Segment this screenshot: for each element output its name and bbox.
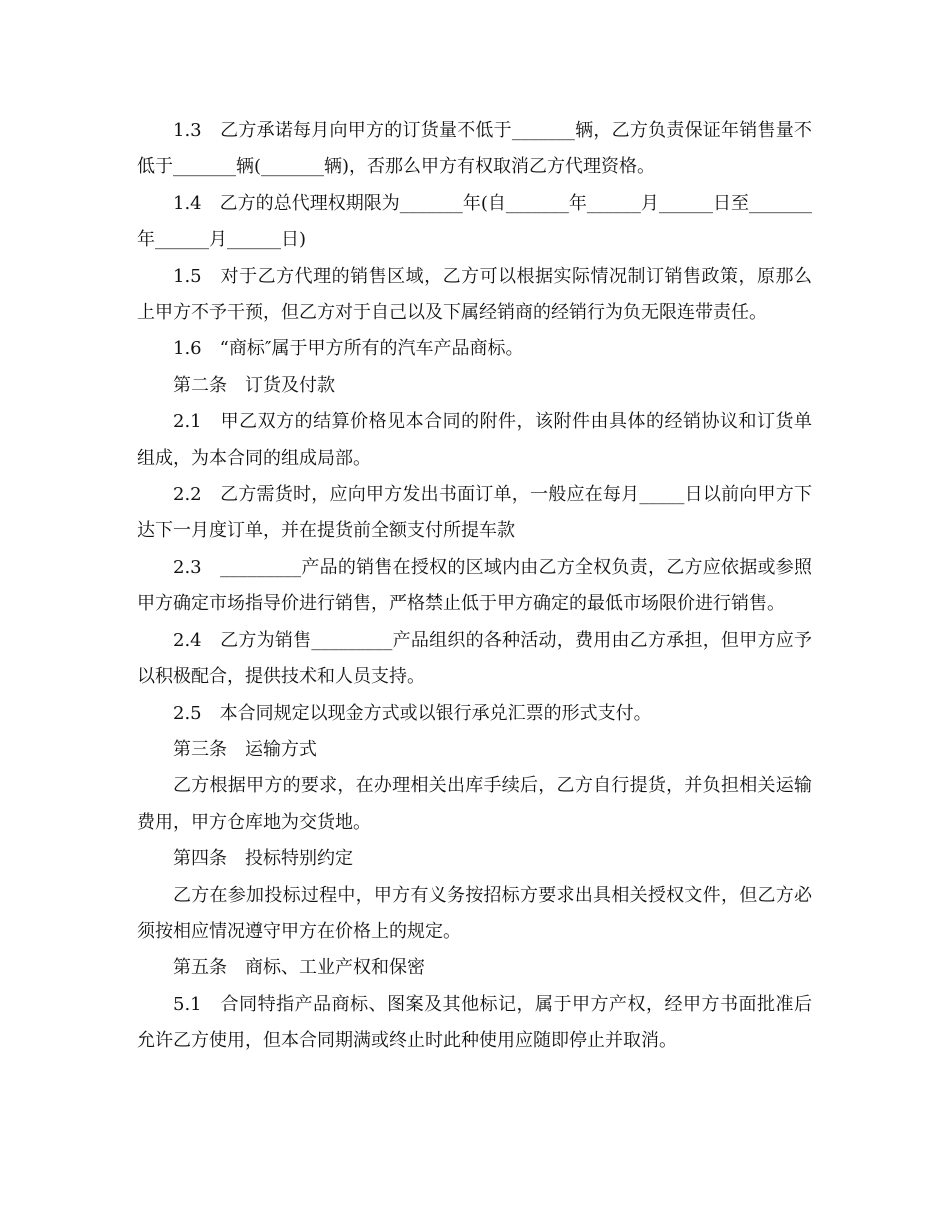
article-5-heading: 第五条 商标、工业产权和保密 — [173, 957, 425, 979]
article-4-heading: 第四条 投标特别约定 — [173, 848, 353, 870]
article-3-body: 乙方根据甲方的要求，在办理相关出库手续后，乙方自行提货，并负担相关运输费用，甲方仓库地为交货地。 — [137, 775, 812, 833]
clause-5-1: 5.1 合同特指产品商标、图案及其他标记，属于甲方产权，经甲方书面批准后允许乙方使用，但本合同期满或终止时此种使用应随即停止并取消。 — [137, 993, 812, 1052]
clause-2-1: 2.1 甲乙双方的结算价格见本合同的附件，该附件由具体的经销协议和订货单组成，为本合同的组成局部。 — [137, 411, 812, 469]
clause-2-2: 2.2 乙方需货时，应向甲方发出书面订单，一般应在每月_____日以前向甲方下达下一月度订单，并在提货前全额支付所提车款 — [137, 484, 812, 542]
clause-1-4: 1.4 乙方的总代理权期限为_______年(自_______年______月______日至_______年______月______日) — [137, 192, 812, 251]
clause-1-5: 1.5 对于乙方代理的销售区域，乙方可以根据实际情况制订销售政策，原那么上甲方不予干预，但乙方对于自己以及下属经销商的经销行为负无限连带责任。 — [137, 265, 812, 324]
article-3-heading: 第三条 运输方式 — [173, 738, 317, 760]
clause-1-3: 1.3 乙方承诺每月向甲方的订货量不低于_______辆，乙方负责保证年销售量不低于_______辆(_______辆)，否那么甲方有权取消乙方代理资格。 — [137, 120, 812, 178]
clause-1-6: 1.6 “商标″属于甲方所有的汽车产品商标。 — [173, 338, 524, 360]
clause-2-4: 2.4 乙方为销售_________产品组织的各种活动，费用由乙方承担，但甲方应予以积极配合，提供技术和人员支持。 — [137, 629, 812, 688]
document-page — [137, 113, 812, 1060]
article-4-body: 乙方在参加投标过程中，甲方有义务按招标方要求出具相关授权文件，但乙方必须按相应情况遵守甲方在价格上的规定。 — [137, 884, 812, 942]
clause-2-3: 2.3 _________产品的销售在授权的区域内由乙方全权负责，乙方应依据或参照甲方确定市场指导价进行销售，严格禁止低于甲方确定的最低市场限价进行销售。 — [137, 556, 812, 615]
article-2-heading: 第二条 订货及付款 — [173, 374, 335, 396]
clause-2-5: 2.5 本合同规定以现金方式或以银行承兑汇票的形式支付。 — [173, 702, 652, 724]
